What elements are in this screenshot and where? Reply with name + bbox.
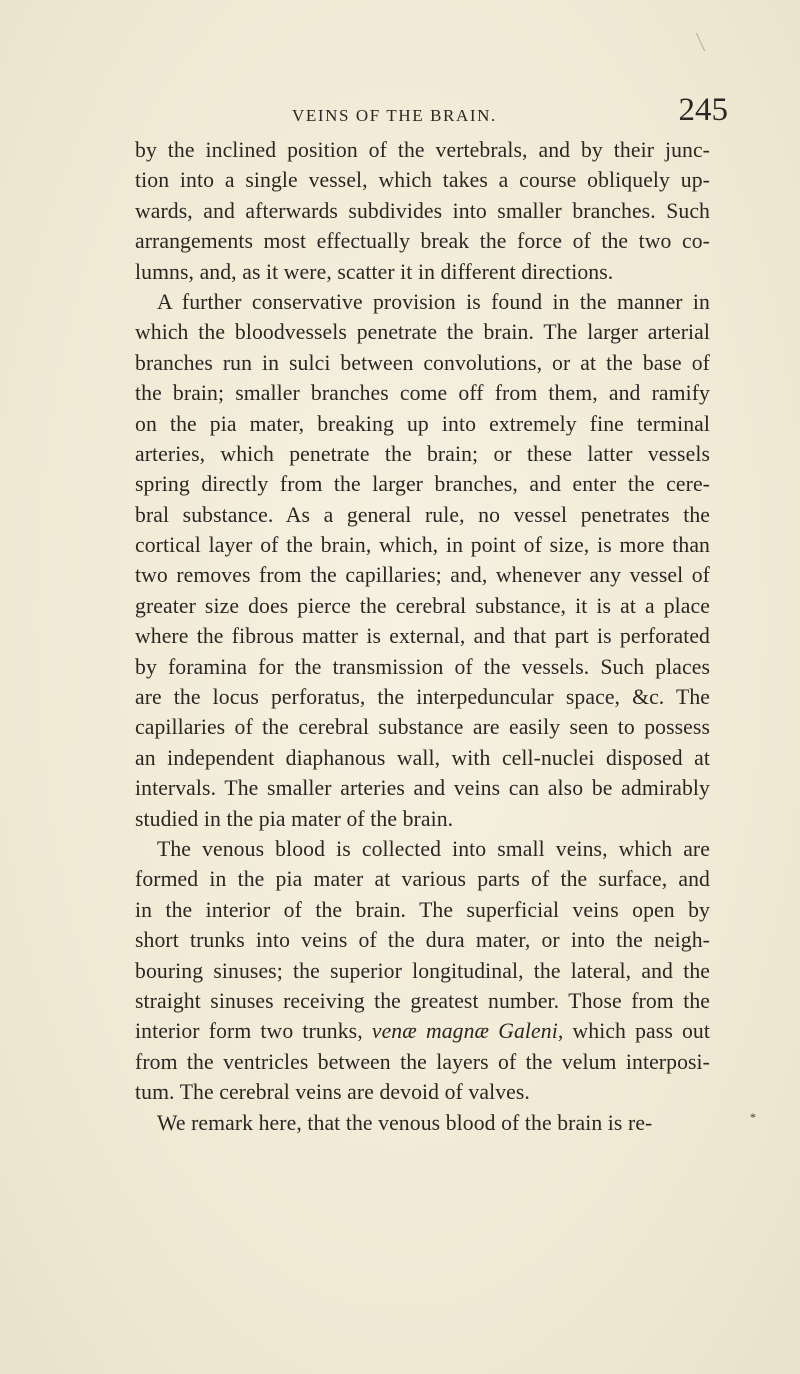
paragraph bbox=[135, 834, 710, 1108]
text-line: formed in the pia mater at various parts of the surface, and bbox=[135, 867, 710, 892]
text-line: arrangements most effectually break the force of the two co- bbox=[135, 229, 710, 254]
text-line: which the bloodvessels penetrate the brain. The larger arterial bbox=[135, 320, 710, 345]
text-line: intervals. The smaller arteries and veins can also be admirably bbox=[135, 776, 710, 801]
paragraph bbox=[135, 287, 710, 834]
text-line: straight sinuses receiving the greatest number. Those from the bbox=[135, 988, 710, 1013]
text-line: branches run in sulci between convolutions, or at the base of bbox=[135, 350, 710, 375]
margin-mark: * bbox=[750, 1110, 756, 1124]
text-line: short trunks into veins of the dura mater, or into the neigh- bbox=[135, 928, 710, 953]
text-line: two removes from the capillaries; and, whenever any vessel of bbox=[135, 563, 710, 588]
text-line: arteries, which penetrate the brain; or these latter vessels bbox=[135, 441, 710, 466]
text-line bbox=[135, 1016, 710, 1046]
text-line: tum. The cerebral veins are devoid of valves. bbox=[135, 1080, 530, 1105]
text-line: in the interior of the brain. The superficial veins open by bbox=[135, 897, 710, 922]
text-line: greater size does pierce the cerebral substance, it is at a place bbox=[135, 593, 710, 618]
text-line: where the fibrous matter is external, and that part is perforated bbox=[135, 624, 710, 649]
body-text bbox=[135, 135, 710, 1138]
text-line: an independent diaphanous wall, with cell-nuclei disposed at bbox=[135, 745, 710, 770]
text-line: tion into a single vessel, which takes a course obliquely up- bbox=[135, 168, 710, 193]
text-line: by foramina for the transmission of the vessels. Such places bbox=[135, 654, 710, 679]
text-line: lumns, and, as it were, scatter it in different directions. bbox=[135, 259, 614, 284]
page-scratch-mark bbox=[696, 33, 705, 52]
text-line: by the inclined position of the vertebrals, and by their junc- bbox=[135, 138, 710, 162]
text-line: studied in the pia mater of the brain. bbox=[135, 806, 454, 831]
paragraph bbox=[135, 135, 710, 287]
text-line: the brain; smaller branches come off from them, and ramify bbox=[135, 381, 710, 406]
text-line: wards, and afterwards subdivides into smaller branches. Such bbox=[135, 198, 710, 223]
page-number: 245 bbox=[678, 92, 728, 128]
text-line: cortical layer of the brain, which, in point of size, is more than bbox=[135, 533, 710, 558]
text-line: capillaries of the cerebral substance are easily seen to possess bbox=[135, 715, 710, 740]
text-line: spring directly from the larger branches, and enter the cere- bbox=[135, 472, 710, 497]
text-line: We remark here, that the venous blood of the brain is re- bbox=[157, 1110, 653, 1135]
running-title: VEINS OF THE BRAIN. bbox=[292, 106, 497, 125]
text-line: are the locus perforatus, the interpeduncular space, &c. The bbox=[135, 685, 710, 710]
text-line: bouring sinuses; the superior longitudinal, the lateral, and the bbox=[135, 958, 710, 983]
text-segment: which pass out bbox=[563, 1019, 710, 1044]
text-line: bral substance. As a general rule, no vessel penetrates the bbox=[135, 502, 710, 527]
running-head bbox=[292, 92, 728, 136]
text-line: from the ventricles between the layers of the velum interposi- bbox=[135, 1049, 710, 1074]
text-line: on the pia mater, breaking up into extremely fine terminal bbox=[135, 411, 710, 436]
italic-term: venæ magnæ Galeni, bbox=[371, 1019, 564, 1044]
text-segment: interior form two trunks, bbox=[135, 1019, 363, 1044]
paragraph bbox=[135, 1108, 710, 1138]
text-line: The venous blood is collected into small veins, which are bbox=[157, 836, 710, 861]
text-line: A further conservative provision is found in the manner in bbox=[157, 289, 710, 314]
